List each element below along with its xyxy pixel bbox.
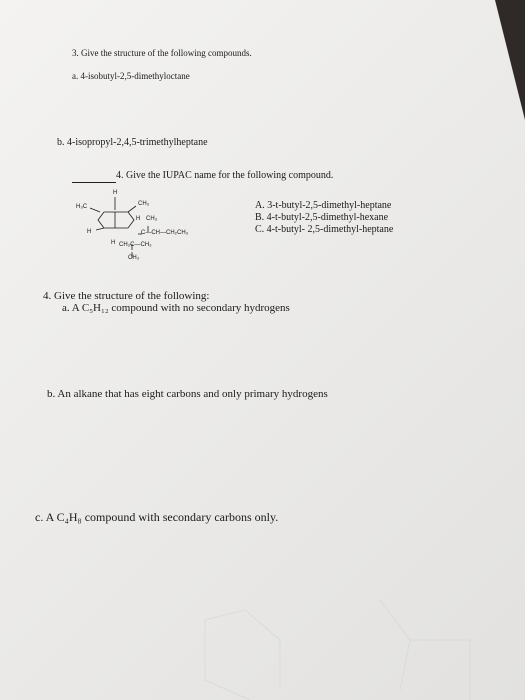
q3-part-b: b. 4-isopropyl-2,4,5-trimethylheptane (57, 137, 208, 148)
option-c: C. 4-t-butyl- 2,5-dimethyl-heptane (255, 224, 394, 235)
q4-iupac-title: 4. Give the IUPAC name for the following compound. (116, 170, 334, 181)
q3-title: 3. Give the structure of the following compounds. (72, 48, 252, 58)
label-ch3-top: CH₃ (138, 201, 150, 207)
q3-part-a: a. 4-isobutyl-2,5-dimethyloctane (72, 71, 190, 81)
q4-part-c: c. A C₄H₈ compound with secondary carbons only. (35, 510, 279, 524)
q4-part-b: b. An alkane that has eight carbons and only primary hydrogens (47, 388, 328, 400)
q4-part-a: a. A C₅H₁₂ compound with no secondary hydrogens (62, 302, 290, 314)
q4-structure-title: 4. Give the structure of the following: (43, 290, 210, 302)
label-tbutyl: CH₃C—CH₃ (119, 242, 152, 248)
label-ch3-mid: CH₃ (146, 216, 158, 222)
option-b: B. 4-t-butyl-2,5-dimethyl-hexane (255, 212, 389, 223)
label-h-mid: H (136, 216, 141, 222)
label-h-low: H (111, 240, 116, 246)
label-ch3-bottom: CH₃ (128, 255, 140, 261)
label-h3c: H₃C (76, 204, 88, 210)
label-h-left: H (87, 229, 92, 235)
label-chain: C—CH—CH₂CH₃ (141, 230, 189, 236)
label-h-top: H (113, 190, 118, 196)
option-a: A. 3-t-butyl-2,5-dimethyl-heptane (255, 200, 392, 211)
